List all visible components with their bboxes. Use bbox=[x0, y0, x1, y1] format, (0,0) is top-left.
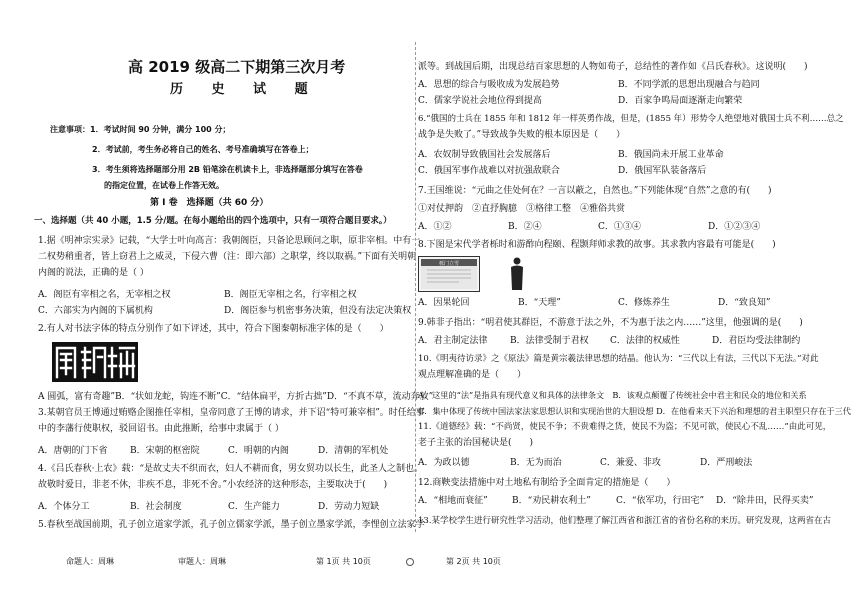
question-5-line-1: 5.春秋至战国前期，孔子创立道家学派，孔子创立儒家学派，墨子创立墨家学派，李悝创立法家学 bbox=[38, 520, 425, 530]
q3-option-b: B．宋朝的枢密院 bbox=[130, 446, 200, 456]
q3-option-c: C．明朝的内阁 bbox=[228, 446, 289, 456]
exam-subtitle: 历 史 试 题 bbox=[170, 82, 320, 97]
q11-option-d: D．严刑峻法 bbox=[700, 458, 753, 468]
q9-option-b: B．法律受制于君权 bbox=[510, 336, 589, 346]
q12-option-c: C．“依军功，行田宅” bbox=[616, 496, 705, 506]
question-11-line-2: 老子主张的治国秘诀是( ) bbox=[418, 438, 534, 448]
q7-option-a: A．①② bbox=[418, 222, 452, 232]
footer-page-1: 第 1页 共 10页 bbox=[316, 557, 371, 566]
footer-setter: 命题人：周琳 bbox=[66, 557, 114, 566]
q4-option-a: A．个体分工 bbox=[38, 502, 90, 512]
question-13-line-1: 13.某学校学生进行研究性学习活动，他们整理了解江西省和浙江省的省份名称的来历。研究发现，这两省在古 bbox=[418, 516, 832, 526]
q11-option-a: A．为政以德 bbox=[418, 458, 470, 468]
q7-option-d: D．①②③④ bbox=[708, 222, 761, 232]
note-line-2: 2．考试前，考生务必将自己的姓名、考号准确填写在答卷上； bbox=[92, 145, 314, 154]
question-8-line-1: 8.下图是宋代学者栎时和游酢向程颐、程颢拜师求教的故事。其求教内容最有可能是( ) bbox=[418, 240, 776, 250]
q9-option-a: A．君主制定法律 bbox=[418, 336, 488, 346]
q4-option-b: B．社会制度 bbox=[130, 502, 182, 512]
question-4-line-2: 故敬时爱日，非老不休，非疾不息，非死不舍。”小农经济的这种形态，主要取决于( ) bbox=[38, 480, 388, 490]
seal-script-image bbox=[52, 342, 138, 382]
question-1-line-1: 1.据《明神宗实录》记载，“大学士叶向高言：我朝阁臣，只备论思顾问之职，原非宰相。中有一 bbox=[38, 236, 421, 246]
figure-person-image bbox=[508, 256, 526, 292]
q10-options-cd: C．集中体现了传统中国法家法家思想认识和实现治世的大胆设想 D．在他看来天下兴治和理想的君主职型只存在于三代 bbox=[418, 406, 851, 416]
note-line-3: 3．考生须将选择题部分用 2B 铅笔涂在机读卡上，非选择题部分填写在答卷 bbox=[92, 165, 363, 174]
q9-option-c: C．法律的权威性 bbox=[610, 336, 680, 346]
q1-option-c: C．六部实为内阁的下属机构 bbox=[38, 306, 153, 316]
column-divider bbox=[415, 42, 416, 532]
q1-option-a: A．阁臣有宰相之名，无宰相之权 bbox=[38, 290, 171, 300]
q6-option-a: A．农奴制导致俄国社会发展落后 bbox=[418, 150, 551, 160]
footer-reviewer: 审题人：周琳 bbox=[178, 557, 226, 566]
q4-option-d: D．劳动力短缺 bbox=[318, 502, 380, 512]
q6-option-c: C．俄国军事作战难以对抗强敌联合 bbox=[418, 166, 560, 176]
note-line-4: 的指定位置，在试卷上作答无效。 bbox=[104, 181, 224, 190]
q2-options: A 圆弧，富有奇趣”B．“状如龙蛇，钩连不断”C．“结体扁平，方折古拙”D．“不真不草，流动奔放” bbox=[38, 392, 434, 402]
q11-option-c: C．兼爱、非攻 bbox=[600, 458, 661, 468]
question-3-line-1: 3.某朝官员王博通过贿赂企图推任宰相，皇帝同意了王博的请求，并下诏“特可兼宰相”。时任给事 bbox=[38, 408, 425, 418]
q5-option-c: C．儒家学说社会地位得到提高 bbox=[418, 96, 542, 106]
q4-option-c: C．生产能力 bbox=[228, 502, 280, 512]
illustration-caption: 栎门立雪 bbox=[438, 261, 460, 267]
footer-page-2: 第 2页 共 10页 bbox=[446, 557, 501, 566]
q7-option-c: C．①③④ bbox=[598, 222, 641, 232]
q8-option-a: A．因果轮回 bbox=[418, 298, 470, 308]
q7-option-b: B．②④ bbox=[508, 222, 542, 232]
question-11-line-1: 11.《道德经》载：“不尚贤，使民不争；不贵难得之货，使民不为盗；不见可欲，使民心不乱……”由此可见， bbox=[418, 422, 832, 432]
question-1-line-3: 内阁的说法，正确的是（ ） bbox=[38, 268, 149, 278]
question-6-line-1: 6.“俄国的士兵在 1855 年和 1812 年一样英勇作战，但是，(1855 年）形势令人绝望地对俄国士兵不利……总之 bbox=[418, 114, 844, 124]
q8-option-b: B．“天理” bbox=[518, 298, 561, 308]
illustration-drawing bbox=[419, 257, 479, 291]
q12-option-a: A．“相地而衰征” bbox=[418, 496, 488, 506]
question-7-line-1: 7.王国维说：“元曲之佳处何在？一言以蔽之，自然也。”下列能体现“自然”之意的有( ) bbox=[418, 186, 772, 196]
q5-option-b: B．不同学派的思想出现融合与趋同 bbox=[618, 80, 760, 90]
q5-option-d: D．百家争鸣局面逐渐走向繁荣 bbox=[618, 96, 743, 106]
question-9-line-1: 9.韩非子指出：“明君使其群臣，不游意于法之外，不为惠于法之内……”这里，他强调的是( ) bbox=[418, 318, 803, 328]
note-line-1: 注意事项：1．考试时间 90 分钟，满分 100 分； bbox=[50, 125, 231, 134]
question-2-line-1: 2.有人对书法字体的特点分别作了如下评述，其中，符合下图秦朝标准字体的是（ ） bbox=[38, 324, 389, 334]
question-10-line-1: 10.《明夷待访录》之《原法》篇是黄宗羲法律思想的结晶。他认为：“三代以上有法，三代以下无法。”对此 bbox=[418, 354, 819, 364]
q11-option-b: B．无为而治 bbox=[510, 458, 562, 468]
q10-options-ab: A．这里的“法”是指具有现代意义和具体的法律条文 B．该观点颠覆了传统社会中君主和民众的地位和关系 bbox=[418, 390, 807, 400]
q12-option-b: B．“劝民耕农利土” bbox=[512, 496, 591, 506]
question-1-line-2: 二权势稍重者，皆上窃君上之威灵，下侵六曹（注：即六部）之职掌，终以取祸。”下面有关明朝 bbox=[38, 252, 417, 262]
q3-option-a: A．唐朝的门下省 bbox=[38, 446, 108, 456]
question-3-line-2: 中的李藩行使职权，驳回诏书。由此推断，给事中隶属于（ ） bbox=[38, 424, 284, 434]
q8-option-d: D．“致良知” bbox=[718, 298, 771, 308]
q9-option-d: D．君臣均受法律制约 bbox=[712, 336, 801, 346]
exam-title: 高 2019 级高二下期第三次月考 bbox=[128, 58, 346, 76]
q1-option-b: B．阁臣无宰相之名，行宰相之权 bbox=[224, 290, 357, 300]
question-4-line-1: 4.《吕氏春秋·上农》载：“是故丈夫不织而衣，妇人不耕而食，男女贸功以长生，此圣人之制也。 bbox=[38, 464, 424, 474]
illustration-image bbox=[418, 256, 480, 292]
seal-script-glyphs bbox=[52, 342, 138, 382]
q5-option-a: A．思想的综合与吸收成为发展趋势 bbox=[418, 80, 560, 90]
fold-marker-icon bbox=[406, 558, 414, 566]
question-6-line-2: 战争是失败了。”导致战争失败的根本原因是（ ） bbox=[418, 130, 626, 140]
question-5-line-2: 派等。到战国后期，出现总结百家思想的人物如荀子，总结性的著作如《吕氏春秋》。这说明( ) bbox=[418, 62, 808, 72]
question-7-items: ①对仗押韵 ②直抒胸臆 ③格律工整 ④雅俗共赏 bbox=[418, 204, 626, 214]
question-10-line-2: 观点理解准确的是（ ） bbox=[418, 370, 527, 380]
figure-person-drawing bbox=[508, 256, 526, 292]
q12-option-d: D．“除井田，民得买卖” bbox=[716, 496, 814, 506]
section-heading: 第 I 卷 选择题（共 60 分） bbox=[150, 198, 269, 208]
q1-option-d: D．阁臣参与机密事务决策，但没有法定决策权 bbox=[224, 306, 412, 316]
q3-option-d: D．清朝的军机处 bbox=[318, 446, 389, 456]
section-instruction: 一、选择题（共 40 小题，1.5 分/题。在每小题给出的四个选项中，只有一项符合题目要求。） bbox=[34, 216, 392, 226]
q6-option-b: B．俄国尚未开展工业革命 bbox=[618, 150, 724, 160]
q8-option-c: C．修炼养生 bbox=[618, 298, 670, 308]
q6-option-d: D．俄国军队装备落后 bbox=[618, 166, 707, 176]
question-12-line-1: 12.商鞅变法措施中对土地私有制给予全面肯定的措施是（ ） bbox=[418, 478, 676, 488]
